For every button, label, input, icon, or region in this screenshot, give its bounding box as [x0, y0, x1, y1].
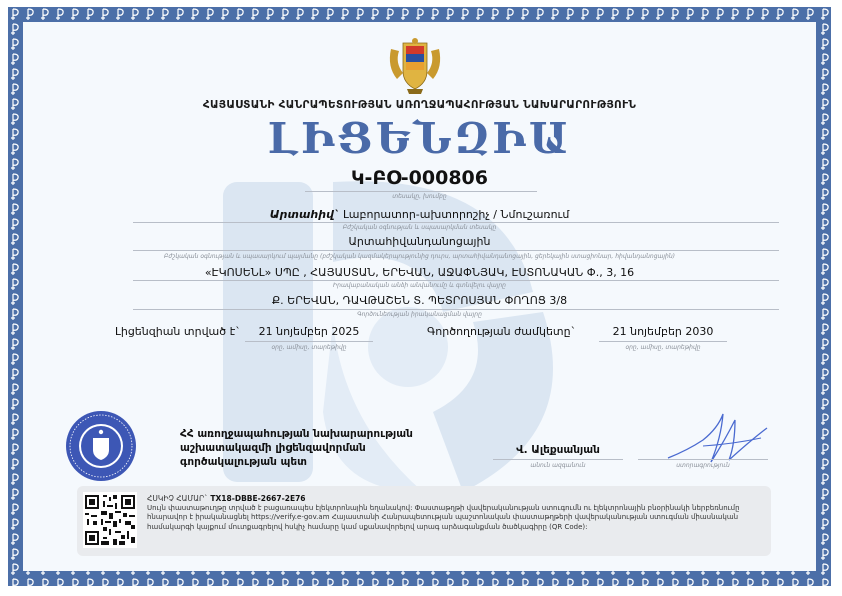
activity-caption: Բժշկական օգնության և սպասարկման տեսակը	[342, 224, 497, 231]
signatory-position	[180, 427, 450, 469]
address-value: Ք. ԵՐԵՎԱՆ, ԴԱՎԹԱՇԵՆ Տ. ՊԵՏՐՈՍՅԱՆ ՓՈՂՈՑ 3/8	[271, 294, 568, 307]
type-caption: տեսակը, խումբը	[392, 193, 447, 200]
divider	[133, 280, 779, 281]
type-value: Լաբորատոր-ախտորոշիչ / Նմուշառում	[342, 208, 570, 221]
certificate-body	[23, 22, 816, 571]
activity-place-caption: Գործունեության իրականացման վայրը	[357, 311, 482, 318]
verification-code: TX18-DBBE-2667-2E76	[210, 494, 306, 503]
document-title: ԼԻՑԵՆԶԻԱ	[267, 114, 572, 163]
official-seal-icon	[65, 410, 137, 482]
issued-date: 21 նոյեմբեր 2025	[258, 325, 360, 338]
qr-code-icon[interactable]	[83, 492, 137, 548]
divider	[638, 459, 768, 460]
address-caption: Իրավաբանական անձի անվանումը և գտնվելու վայրը	[333, 282, 506, 289]
position-line-3: գործակալության պետ	[180, 456, 307, 468]
license-type	[23, 208, 816, 221]
divider	[133, 222, 779, 223]
signature-caption: ստորագրություն	[676, 462, 730, 469]
divider	[493, 459, 623, 460]
license-number: Կ-ԲՕ-000806	[351, 167, 488, 189]
verification-label: ՀՍԿԻՉ ՀԱՄԱՐ`	[147, 494, 209, 503]
verification-text: Սույն փաստաթուղթը տրված է բացառապես էլեկտրոնային եղանակով: Փաստաթղթի վավերականության ստուգումն ու էլեկտրոնային բնօրինակի ներբեռնումը հնարավոր է իրականացնել https://verify.e-gov.am Հայաստանի Հանրապետության պաշտոնական փաստաթղթերի վավերականության ստուգման միասնական համակարգի կայքում մուտքագրելով հսկիչ համարը կամ սքանավորելով արագ արձագանքման ծածկագիրը (QR Code):	[147, 504, 740, 531]
verification-code-line	[147, 494, 306, 503]
organization-value: «ԷԿՈՍԵՆԼ» ՍՊԸ , ՀԱՅԱՍՏԱՆ, ԵՐԵՎԱՆ, ԱՋԱՓՆՅԱԿ, ԷՍՏՈՆԱԿԱՆ Փ., 3, 16	[204, 266, 635, 279]
position-line-2: աշխատակազմի լիցենզավորման	[180, 442, 366, 454]
ministry-name: ՀԱՅԱՍՏԱՆԻ ՀԱՆՐԱՊԵՏՈՒԹՅԱՆ ԱՌՈՂՋԱՊԱՀՈՒԹՅԱՆ ՆԱԽԱՐԱՐՈՒԹՅՈՒՆ	[202, 99, 637, 111]
position-line-1: ՀՀ առողջապահության նախարարության	[180, 428, 413, 440]
divider	[599, 341, 727, 342]
signature-image	[663, 410, 773, 470]
validity-caption: օրը, ամիսը, տարեթիվը	[625, 344, 701, 351]
validity-date: 21 նոյեմբեր 2030	[612, 325, 714, 338]
divider	[133, 309, 779, 310]
validity-label: Գործողության ժամկետը`	[427, 325, 577, 338]
name-caption: անուն ազգանուն	[530, 462, 586, 469]
type-label: Արտահիվ`	[269, 208, 340, 221]
divider	[245, 341, 373, 342]
organization-caption: Բժշկական օգնության և սպասարկում պայմանը (բժշկական կազմակերպությունից դուրս, արտահիվանդանոցային, ցերեկային ստացիոնար, հիվանդանոցային)	[164, 253, 675, 260]
divider	[133, 250, 779, 251]
signatory-name: Վ. Ալեքսանյան	[516, 444, 600, 456]
coat-of-arms-icon	[385, 37, 445, 97]
issued-caption: օրը, ամիսը, տարեթիվը	[271, 344, 347, 351]
divider	[305, 191, 537, 192]
activity-value: Արտահիվանդանոցային	[348, 235, 491, 248]
issued-label: Լիցենզիան տրված է`	[115, 325, 241, 338]
